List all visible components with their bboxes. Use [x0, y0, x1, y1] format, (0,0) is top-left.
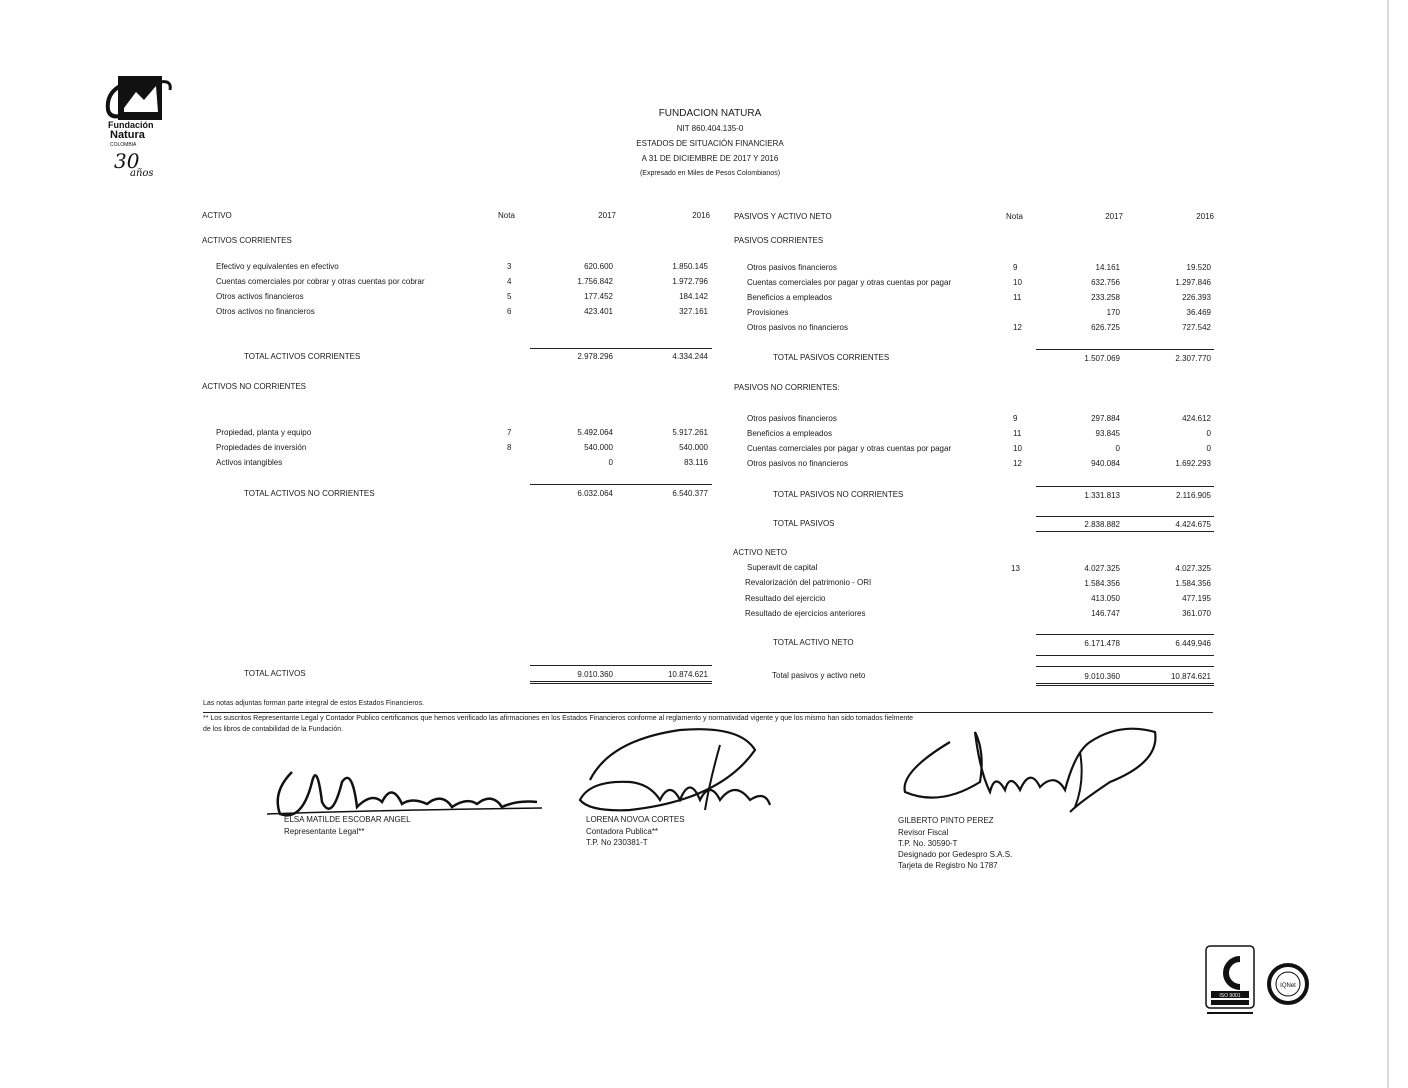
row-2017: 4.027.325: [1084, 564, 1120, 573]
subtotal-rule: [1036, 486, 1214, 487]
double-underline: [530, 681, 712, 682]
row-nota: 12: [1013, 323, 1022, 332]
subtotal-rule: [530, 484, 712, 485]
total-pasivos-activo-neto-2017: 9.010.360: [1084, 672, 1120, 681]
row-2017: 170: [1106, 308, 1120, 317]
row-2016: 1.692.293: [1175, 459, 1211, 468]
row-2016: 36.469: [1186, 308, 1211, 317]
row-2017: 413.050: [1091, 594, 1120, 603]
statement-title: ESTADOS DE SITUACIÓN FINANCIERA: [636, 139, 784, 148]
row-2016: 327.161: [679, 307, 708, 316]
row-label: Cuentas comerciales por cobrar y otras cuentas por cobrar: [216, 277, 425, 286]
row-label: Activos intangibles: [216, 458, 283, 467]
total-activos-label: TOTAL ACTIVOS: [244, 669, 306, 678]
row-2016: 361.070: [1182, 609, 1211, 618]
row-nota: 10: [1013, 444, 1022, 453]
row-label: Otros activos financieros: [216, 292, 304, 301]
row-2017: 233.258: [1091, 293, 1120, 302]
iso-9001-seal: [1205, 945, 1255, 1023]
total-activos-corrientes-2016: 4.334.244: [672, 352, 708, 361]
row-2016: 0: [1206, 444, 1211, 453]
row-nota: 8: [507, 443, 512, 452]
row-2016: 424.612: [1182, 414, 1211, 423]
logo-line-3: COLOMBIA: [110, 142, 137, 148]
signer-tp: T.P. No 230381-T: [586, 838, 648, 847]
pasivos-corrientes-heading: PASIVOS CORRIENTES: [734, 236, 824, 245]
signer-role: Representante Legal**: [284, 827, 365, 836]
subtotal-rule: [1036, 634, 1214, 635]
total-pasivos-2017: 2.838.882: [1084, 520, 1120, 529]
row-nota: 6: [507, 307, 512, 316]
signer-designation: Designado por Gedespro S.A.S.: [898, 850, 1013, 859]
total-pasivos-corrientes-2016: 2.307.770: [1175, 354, 1211, 363]
subtotal-rule: [1036, 349, 1214, 350]
row-2016: 1.297.846: [1175, 278, 1211, 287]
row-label: Propiedades de inversión: [216, 443, 307, 452]
row-2017: 5.492.064: [577, 428, 613, 437]
row-2016: 83.116: [684, 458, 708, 467]
row-2016: 5.917.261: [672, 428, 708, 437]
total-activo-neto-2017: 6.171.478: [1084, 639, 1120, 648]
logo-line-5: años: [130, 168, 154, 179]
subtotal-rule: [1036, 516, 1214, 517]
right-nota-header: Nota: [1006, 212, 1023, 221]
total-pasivos-no-corrientes-2016: 2.116.905: [1176, 491, 1211, 500]
row-label: Efectivo y equivalentes en efectivo: [216, 262, 339, 271]
left-2016-header: 2016: [692, 211, 710, 220]
right-2016-header: 2016: [1196, 212, 1214, 221]
logo-line-1: Fundación: [108, 120, 154, 130]
row-label: Cuentas comerciales por pagar y otras cuentas por pagar: [747, 278, 952, 287]
total-pasivos-2016: 4.424.675: [1175, 520, 1211, 529]
total-pasivos-activo-neto-2016: 10.874.621: [1170, 672, 1211, 681]
row-label: Otros pasivos no financieros: [747, 323, 848, 332]
footer-note-2: ** Los suscritos Representante Legal y Contador Publico certificamos que hemos verificado las afirmaciones en los Estados Financieros conforme al reglamento y normatividad vigente y que los mismo han sido tomados fielmente: [203, 715, 914, 722]
org-name: FUNDACION NATURA: [658, 108, 762, 119]
footer-note-1: Las notas adjuntas forman parte integral de estos Estados Financieros.: [203, 700, 425, 707]
row-label: Beneficios a empleados: [747, 293, 832, 302]
row-2016: 727.542: [1182, 323, 1211, 332]
row-2017: 540.000: [584, 443, 613, 452]
row-2017: 14.161: [1095, 263, 1120, 272]
row-label: Otros activos no financieros: [216, 307, 315, 316]
footer-note-3: de los libros de contabilidad de la Fundación.: [203, 726, 344, 733]
row-nota: 13: [1011, 564, 1020, 573]
row-2017: 297.884: [1091, 414, 1120, 423]
row-nota: 11: [1013, 429, 1022, 438]
total-activos-corrientes-2017: 2.978.296: [577, 352, 613, 361]
page-edge: [1387, 0, 1389, 1088]
row-2016: 540.000: [679, 443, 708, 452]
row-2017: 620.600: [584, 262, 613, 271]
activos-corrientes-heading: ACTIVOS CORRIENTES: [202, 236, 292, 245]
row-label: Cuentas comerciales por pagar y otras cuentas por pagar: [747, 444, 952, 453]
total-pasivos-corrientes-label: TOTAL PASIVOS CORRIENTES: [773, 353, 890, 362]
row-2016: 226.393: [1182, 293, 1211, 302]
row-label: Propiedad, planta y equipo: [216, 428, 312, 437]
row-2016: 19.520: [1186, 263, 1211, 272]
fundacion-natura-logo: [100, 72, 178, 182]
row-2017: 0: [1115, 444, 1120, 453]
subtotal-rule: [530, 348, 712, 349]
total-activos-2016: 10.874.621: [667, 670, 708, 679]
iso-label: ISO 9001: [1219, 993, 1241, 999]
signer-name: ELSA MATILDE ESCOBAR ANGEL: [284, 815, 411, 824]
total-activos-no-corrientes-2017: 6.032.064: [577, 489, 613, 498]
statement-date: A 31 DE DICIEMBRE DE 2017 Y 2016: [641, 154, 779, 163]
total-activo-neto-2016: 6.449.946: [1175, 639, 1211, 648]
row-label: Revalorización del patrimonio - ORI: [745, 578, 872, 587]
logo-line-2: Natura: [110, 129, 145, 141]
grand-total-rule: [1036, 666, 1214, 667]
total-activos-corrientes-label: TOTAL ACTIVOS CORRIENTES: [244, 352, 361, 361]
total-pasivos-label: TOTAL PASIVOS: [773, 519, 835, 528]
total-activos-no-corrientes-label: TOTAL ACTIVOS NO CORRIENTES: [244, 489, 375, 498]
row-2017: 146.747: [1091, 609, 1120, 618]
grand-total-rule: [1036, 655, 1214, 656]
row-2016: 1.972.796: [672, 277, 708, 286]
row-2017: 93.845: [1095, 429, 1120, 438]
total-pasivos-no-corrientes-label: TOTAL PASIVOS NO CORRIENTES: [773, 490, 904, 499]
left-2017-header: 2017: [598, 211, 616, 220]
double-underline: [1036, 683, 1214, 684]
total-activos-2017: 9.010.360: [577, 670, 613, 679]
row-nota: 10: [1013, 278, 1022, 287]
signer-registration: Tarjeta de Registro No 1787: [898, 861, 998, 870]
activo-neto-heading: ACTIVO NETO: [733, 548, 788, 557]
signature-fiscal-reviewer: [880, 712, 1170, 822]
row-2016: 1.850.145: [672, 262, 708, 271]
signer-name: GILBERTO PINTO PEREZ: [898, 816, 994, 825]
underline: [1036, 531, 1214, 532]
signer-role: Revisor Fiscal: [898, 828, 949, 837]
total-activos-no-corrientes-2016: 6.540.377: [672, 489, 708, 498]
row-label: Superavit de capital: [747, 563, 818, 572]
row-2016: 4.027.325: [1175, 564, 1211, 573]
activos-no-corrientes-heading: ACTIVOS NO CORRIENTES: [202, 382, 307, 391]
row-nota: 9: [1013, 414, 1018, 423]
row-2017: 177.452: [584, 292, 613, 301]
row-nota: 12: [1013, 459, 1022, 468]
activo-heading: ACTIVO: [202, 211, 232, 220]
left-nota-header: Nota: [498, 211, 515, 220]
pasivos-no-corrientes-heading: PASIVOS NO CORRIENTES:: [734, 383, 840, 392]
row-nota: 7: [507, 428, 512, 437]
row-2017: 423.401: [584, 307, 613, 316]
total-pasivos-corrientes-2017: 1.507.069: [1084, 354, 1120, 363]
row-label: Beneficios a empleados: [747, 429, 832, 438]
row-2016: 477.195: [1182, 594, 1211, 603]
row-label: Otros pasivos no financieros: [747, 459, 848, 468]
row-nota: 5: [507, 292, 512, 301]
row-nota: 9: [1013, 263, 1018, 272]
iqnet-label: IQNet: [1280, 983, 1296, 989]
row-label: Resultado de ejercicios anteriores: [745, 609, 866, 618]
currency-note: (Expresado en Miles de Pesos Colombianos): [639, 170, 781, 177]
row-2017: 1.756.842: [577, 277, 613, 286]
grand-total-rule: [530, 665, 712, 666]
row-nota: 4: [507, 277, 512, 286]
logo-line-4: 30: [114, 149, 140, 173]
row-2017: 1.584.356: [1084, 579, 1120, 588]
pasivos-heading: PASIVOS Y ACTIVO NETO: [734, 212, 832, 221]
total-activo-neto-label: TOTAL ACTIVO NETO: [773, 638, 854, 647]
nit: NIT 860.404.135-0: [676, 124, 744, 133]
row-2017: 940.084: [1091, 459, 1120, 468]
row-2017: 0: [608, 458, 613, 467]
row-nota: 3: [507, 262, 512, 271]
row-nota: 11: [1013, 293, 1022, 302]
right-2017-header: 2017: [1105, 212, 1123, 221]
row-2016: 1.584.356: [1175, 579, 1211, 588]
double-underline: [530, 683, 712, 684]
double-underline: [1036, 685, 1214, 686]
signer-role: Contadora Publica**: [586, 827, 659, 836]
iqnet-seal: [1266, 962, 1310, 1006]
row-2016: 184.142: [679, 292, 708, 301]
signature-accountant: [570, 720, 780, 830]
row-label: Resultado del ejercicio: [745, 594, 826, 603]
row-label: Provisiones: [747, 308, 789, 317]
total-pasivos-activo-neto-label: Total pasivos y activo neto: [772, 671, 866, 680]
total-pasivos-no-corrientes-2017: 1.331.813: [1084, 491, 1120, 500]
row-2016: 0: [1206, 429, 1211, 438]
row-label: Otros pasivos financieros: [747, 414, 837, 423]
row-label: Otros pasivos financieros: [747, 263, 837, 272]
row-2017: 626.725: [1091, 323, 1120, 332]
signer-tp: T.P. No. 30590-T: [898, 839, 958, 848]
row-2017: 632.756: [1091, 278, 1120, 287]
signer-name: LORENA NOVOA CORTES: [586, 815, 685, 824]
